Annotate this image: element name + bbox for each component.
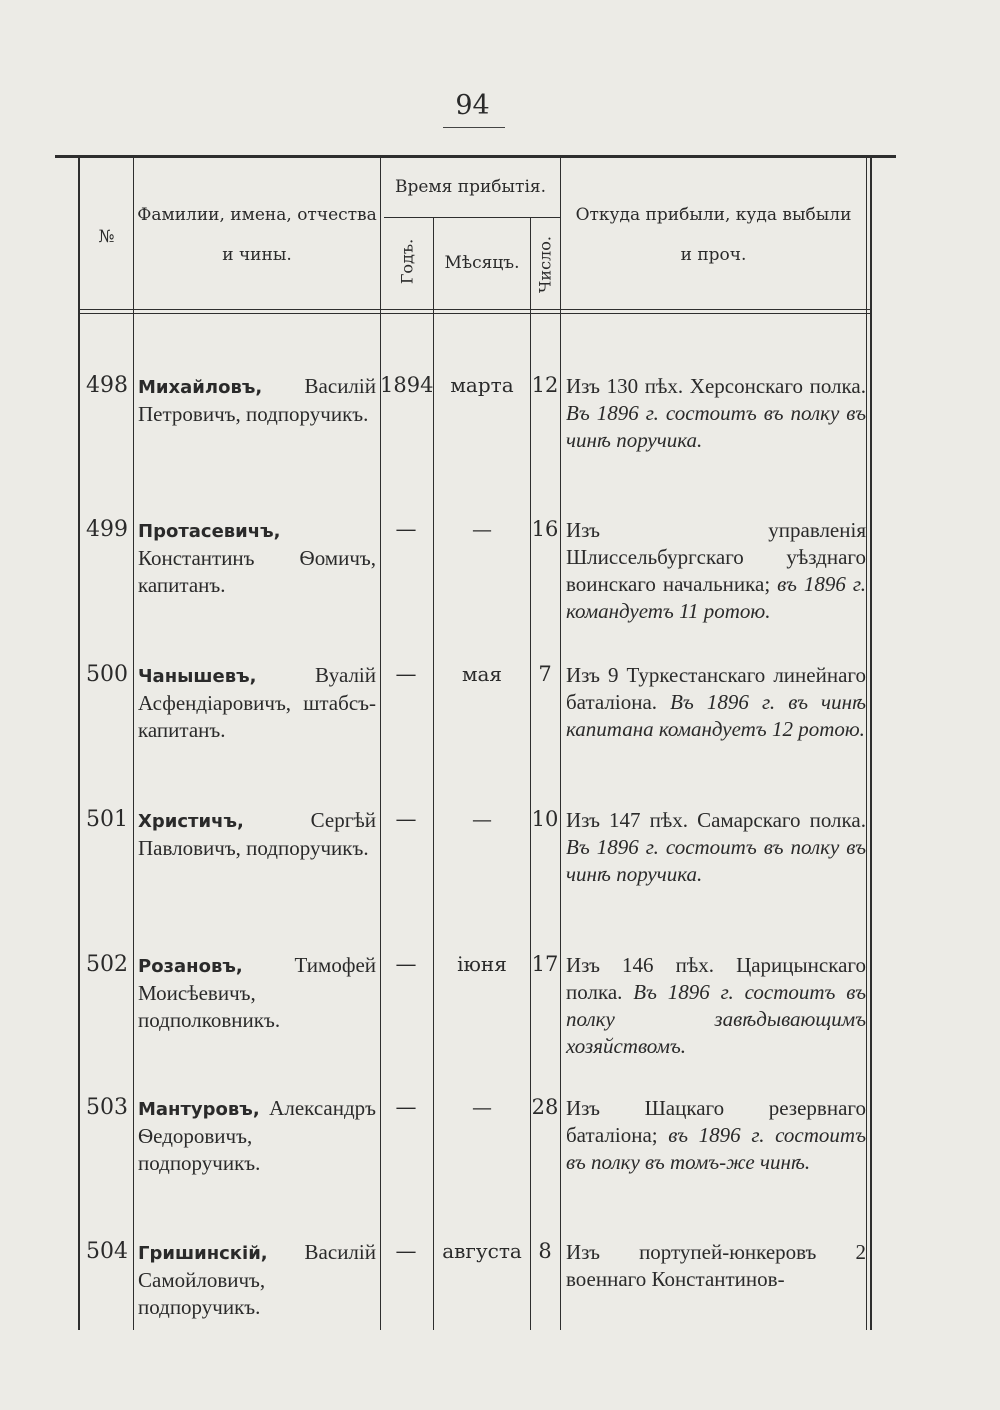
entry-name: [138, 517, 376, 599]
entry-day: 7: [538, 662, 552, 686]
entry-note-italic: Въ 1896 г. состоитъ въ полку въ чинѣ поручика.: [566, 401, 866, 452]
entry-note: [566, 952, 866, 1060]
entry-note-italic: въ 1896 г. состоитъ въ полку въ томъ-же чинѣ.: [566, 1123, 866, 1174]
header-number: №: [98, 227, 115, 247]
entry-year: —: [395, 807, 417, 831]
entry-day: 17: [531, 952, 559, 976]
entry-year: —: [395, 1095, 417, 1119]
table-left-border: [78, 158, 80, 1330]
entry-year: —: [395, 662, 417, 686]
entry-number: 501: [86, 807, 128, 832]
table-top-rule: [55, 155, 896, 158]
header-name-line1: Фамилии, имена, отчества: [137, 205, 377, 225]
entry-note-plain: Изъ 130 пѣх. Херсонскаго полка.: [566, 374, 866, 398]
entry-note: [566, 662, 866, 743]
entry-name: [138, 807, 376, 862]
day-note-divider: [560, 158, 561, 1330]
entry-note: [566, 1239, 866, 1293]
entry-name: [138, 1239, 376, 1321]
entry-day: 10: [531, 807, 559, 831]
entry-name-rest: Тимофей Моисѣевичъ, подполковникъ.: [138, 953, 376, 1032]
entry-number: 498: [86, 373, 128, 398]
table-right-border-outer: [870, 158, 872, 1330]
header-month: Мѣсяцъ.: [444, 253, 520, 273]
entry-note-plain: Изъ Шацкаго резервнаго баталіона;: [566, 1096, 866, 1147]
header-day: Число.: [535, 236, 555, 293]
entry-note-plain: Изъ портупей-юнкеровъ 2 военнаго Константинов-: [566, 1240, 866, 1291]
entry-name: [138, 1095, 376, 1177]
header-name: [134, 195, 380, 275]
entry-note-italic: Въ 1896 г. состоитъ въ полку въ чинѣ поручика.: [566, 835, 866, 886]
header-note-line2: и проч.: [680, 245, 747, 265]
entry-name-rest: Василій Петровичъ, подпоручикъ.: [138, 374, 376, 426]
table-right-border-inner: [866, 158, 867, 1330]
entry-month: марта: [450, 373, 514, 397]
entry-name: [138, 952, 376, 1034]
entry-note: [566, 373, 866, 454]
header-name-line2: и чины.: [222, 245, 292, 265]
page-number-rule: [443, 127, 505, 128]
entry-note: [566, 517, 866, 625]
entry-surname: Протасевичъ,: [138, 521, 281, 542]
entry-day: 16: [531, 517, 559, 541]
entry-number: 499: [86, 517, 128, 542]
name-year-divider: [380, 158, 381, 1330]
entry-number: 502: [86, 952, 128, 977]
entry-name: [138, 373, 376, 428]
entry-note-italic: въ 1896 г. командуетъ 11 ротою.: [566, 572, 866, 623]
entry-surname: Христичъ,: [138, 811, 244, 832]
entry-name: [138, 662, 376, 744]
entry-month: августа: [442, 1239, 522, 1263]
page-number: 94: [455, 90, 490, 121]
entry-number: 504: [86, 1239, 128, 1264]
entry-note-plain: Изъ 146 пѣх. Царицынскаго полка.: [566, 953, 866, 1004]
entry-month: —: [472, 517, 492, 541]
header-bottom-rule-1: [78, 309, 870, 310]
entry-note-italic: Въ 1896 г. въ чинѣ капитана командуетъ 12 ротою.: [566, 690, 866, 741]
entry-name-rest: Александръ Ѳедоровичъ, подпоручикъ.: [138, 1096, 376, 1175]
entry-day: 12: [531, 373, 559, 397]
header-arrival: Время прибытія.: [394, 177, 547, 197]
entry-month: —: [472, 1095, 492, 1119]
entry-day: 28: [531, 1095, 559, 1119]
entry-note-plain: Изъ управленія Шлиссельбургскаго уѣзднаго воинскаго начальника;: [566, 518, 866, 596]
entry-surname: Михайловъ,: [138, 377, 263, 398]
entry-number: 500: [86, 662, 128, 687]
header-note-line1: Откуда прибыли, куда выбыли: [575, 205, 852, 225]
entry-note-plain: Изъ 147 пѣх. Самарскаго полка.: [566, 808, 866, 832]
entry-surname: Чанышевъ,: [138, 666, 257, 687]
entry-year: —: [395, 1239, 417, 1263]
entry-surname: Мантуровъ,: [138, 1099, 260, 1120]
entry-name-rest: Василій Самойловичъ, подпоручикъ.: [138, 1240, 376, 1319]
entry-month: мая: [461, 662, 503, 686]
entry-note: [566, 1095, 866, 1176]
entry-name-rest: Сергѣй Павловичъ, подпоручикъ.: [138, 808, 376, 860]
entry-year: —: [395, 952, 417, 976]
entry-day: 8: [538, 1239, 552, 1263]
num-name-divider: [133, 158, 134, 1330]
entry-year: 1894: [380, 373, 434, 397]
arrival-subheader-rule: [384, 217, 560, 218]
entry-name-rest: Константинъ Ѳомичъ, капитанъ.: [138, 546, 376, 597]
header-year: Годъ.: [397, 238, 417, 285]
entry-month: іюня: [457, 952, 507, 976]
entry-surname: Розановъ,: [138, 956, 243, 977]
entry-note-italic: Въ 1896 г. состоитъ въ полку завѣдывающимъ хозяйствомъ.: [566, 980, 866, 1058]
header-note: [561, 195, 866, 275]
entry-year: —: [395, 517, 417, 541]
entry-note-plain: Изъ 9 Туркестанскаго линейнаго баталіона.: [566, 663, 866, 714]
entry-note: [566, 807, 866, 888]
entry-month: —: [472, 807, 492, 831]
entry-name-rest: Вуалій Асфендіаровичъ, штабсъ-капитанъ.: [138, 663, 376, 742]
entry-surname: Гришинскій,: [138, 1243, 268, 1264]
entry-number: 503: [86, 1095, 128, 1120]
header-bottom-rule-2: [78, 313, 870, 314]
